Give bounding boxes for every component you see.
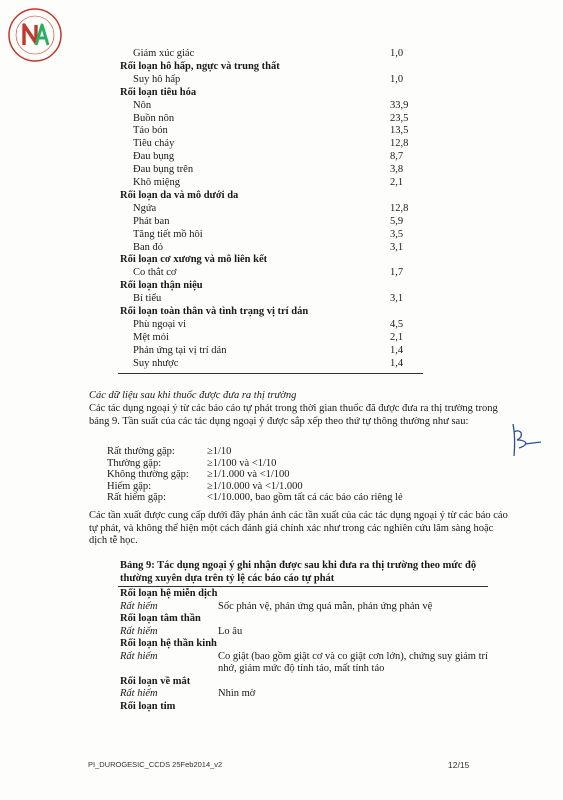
row-value: 1,4 <box>390 344 404 356</box>
row-value: 5,9 <box>390 215 404 227</box>
frequency-term: Rất hiếm gặp: <box>107 492 166 503</box>
row-label: Suy nhược <box>133 357 179 369</box>
row-label: Ban đỏ <box>133 241 164 253</box>
frequency-range: <1/10.000, bao gồm tất cả các báo cáo riêng lẻ <box>207 492 403 503</box>
row-value: 1,0 <box>390 48 404 59</box>
postmarketing-note: Các tần xuất được cung cấp dưới đây phản ánh các tần xuất của các tác dụng ngoại ý từ các báo cáo tự phát, và không thể hiện một cách đánh giá chính xác như trong các nghiên cứu lâm sàng hoặc dịch tễ học. <box>89 510 508 546</box>
table-row <box>118 626 488 639</box>
frequency-row <box>107 457 277 470</box>
frequency-row <box>107 492 403 504</box>
page-number: 12/15 <box>448 760 470 770</box>
table-row <box>118 601 488 614</box>
table-9-title: Bảng 9: Tác dụng ngoại ý ghi nhận được sau khi đưa ra thị trường theo mức độ thường xuyên dựa trên tỷ lệ các báo cáo tự phát <box>120 560 477 584</box>
row-label: Phát ban <box>133 215 170 227</box>
row-label: Bí tiểu <box>133 293 162 305</box>
row-label: Táo bón <box>133 125 168 137</box>
reaction-description: Lo âu <box>218 625 243 637</box>
frequency-label: Rất hiếm <box>120 688 158 699</box>
frequency-range: ≥1/10.000 và <1/1.000 <box>207 480 303 492</box>
row-label: Rối loạn hô hấp, ngực và trung thất <box>120 60 280 72</box>
table-row <box>118 688 488 701</box>
row-value: 3,1 <box>390 293 404 305</box>
row-value: 1,7 <box>390 267 404 279</box>
table-section-header: Rối loạn hệ thần kinh <box>120 638 217 649</box>
frequency-range: ≥1/1.000 và <1/100 <box>207 469 290 480</box>
row-label: Rối loạn toàn thân và tình trạng vị trí dán <box>120 306 309 317</box>
row-label: Giảm xúc giác <box>133 48 195 59</box>
row-value: 1,0 <box>390 73 404 85</box>
row-label: Rối loạn da và mô dưới da <box>120 189 239 201</box>
row-value: 12,8 <box>390 202 409 214</box>
frequency-label: Rất hiếm <box>120 625 158 637</box>
row-label: Phản ứng tại vị trí dán <box>133 344 227 356</box>
row-label: Ngứa <box>133 202 157 214</box>
handwritten-signature-icon <box>505 420 545 460</box>
row-value: 4,5 <box>390 318 404 330</box>
row-value: 13,5 <box>390 125 409 137</box>
frequency-term: Rất thường gặp: <box>107 446 175 457</box>
row-value: 2,1 <box>390 331 404 343</box>
row-value: 3,1 <box>390 241 404 253</box>
row-value: 8,7 <box>390 151 404 163</box>
row-value: 12,8 <box>390 138 409 150</box>
postmarketing-heading: Các dữ liệu sau khi thuốc được đưa ra thị trường <box>89 390 297 401</box>
row-label: Nôn <box>133 99 152 111</box>
row-label: Đau bụng <box>133 151 175 163</box>
row-value: 2,1 <box>390 177 404 188</box>
document-code: PI_DUROGESIC_CCDS 25Feb2014_v2 <box>88 760 223 769</box>
reaction-description: Sốc phản vệ, phản ứng quá mẫn, phản ứng phản vệ <box>218 600 433 612</box>
row-value: 33,9 <box>390 99 409 111</box>
frequency-term: Hiếm gặp: <box>107 480 152 492</box>
frequency-range: ≥1/100 và <1/10 <box>207 457 277 469</box>
frequency-row <box>107 446 232 458</box>
table-section-header: Rối loạn tâm thần <box>120 613 201 624</box>
frequency-range: ≥1/10 <box>207 446 232 457</box>
table-section-header: Rối loạn tim <box>120 700 176 712</box>
row-label: Co thắt cơ <box>133 267 177 279</box>
row-label: Mệt mỏi <box>133 331 169 343</box>
adverse-reactions-table-continued <box>0 0 563 385</box>
row-label: Rối loạn tiêu hóa <box>120 86 197 98</box>
row-label: Khô miệng <box>133 177 180 188</box>
postmarketing-intro: Các tác dụng ngoại ý từ các báo cáo tự phát trong thời gian thuốc đã được đưa ra thị trường trong bảng 9. Tần suất của các tác dụng ngoại ý được sắp xếp theo thứ tự thông thường như sau: <box>89 403 498 427</box>
table-rule <box>118 586 488 587</box>
page-footer <box>88 760 488 769</box>
frequency-row <box>107 480 303 493</box>
table-section-header: Rối loạn về mắt <box>120 675 191 687</box>
table-row <box>118 651 488 676</box>
row-value: 23,5 <box>390 112 409 124</box>
row-label: Phù ngoại vi <box>133 318 187 330</box>
frequency-label: Rất hiếm <box>120 600 158 612</box>
reaction-description: Nhìn mờ <box>218 688 256 699</box>
row-label: Buồn nôn <box>133 112 175 124</box>
row-label: Tăng tiết mồ hôi <box>133 228 203 240</box>
frequency-term: Không thường gặp: <box>107 469 189 480</box>
row-label: Đau bụng trên <box>133 164 194 176</box>
row-label: Suy hô hấp <box>133 73 181 85</box>
row-label: Rối loạn thận niệu <box>120 280 203 292</box>
row-value: 3,8 <box>390 164 404 176</box>
frequency-row <box>107 469 290 481</box>
frequency-term: Thường gặp: <box>107 457 162 469</box>
table-9 <box>118 560 488 713</box>
table-bottom-rule <box>118 373 423 374</box>
reaction-description: Co giật (bao gồm giật cơ và co giật cơn lớn), chứng suy giảm trí nhớ, giảm mức độ tỉnh táo, mất tỉnh táo <box>218 650 488 674</box>
row-label: Rối loạn cơ xương và mô liên kết <box>120 254 268 266</box>
row-label: Tiêu chảy <box>133 138 175 150</box>
row-value: 1,4 <box>390 357 404 369</box>
frequency-label: Rất hiếm <box>120 650 158 662</box>
table-section-header: Rối loạn hệ miễn dịch <box>120 588 218 599</box>
row-value: 3,5 <box>390 228 404 240</box>
